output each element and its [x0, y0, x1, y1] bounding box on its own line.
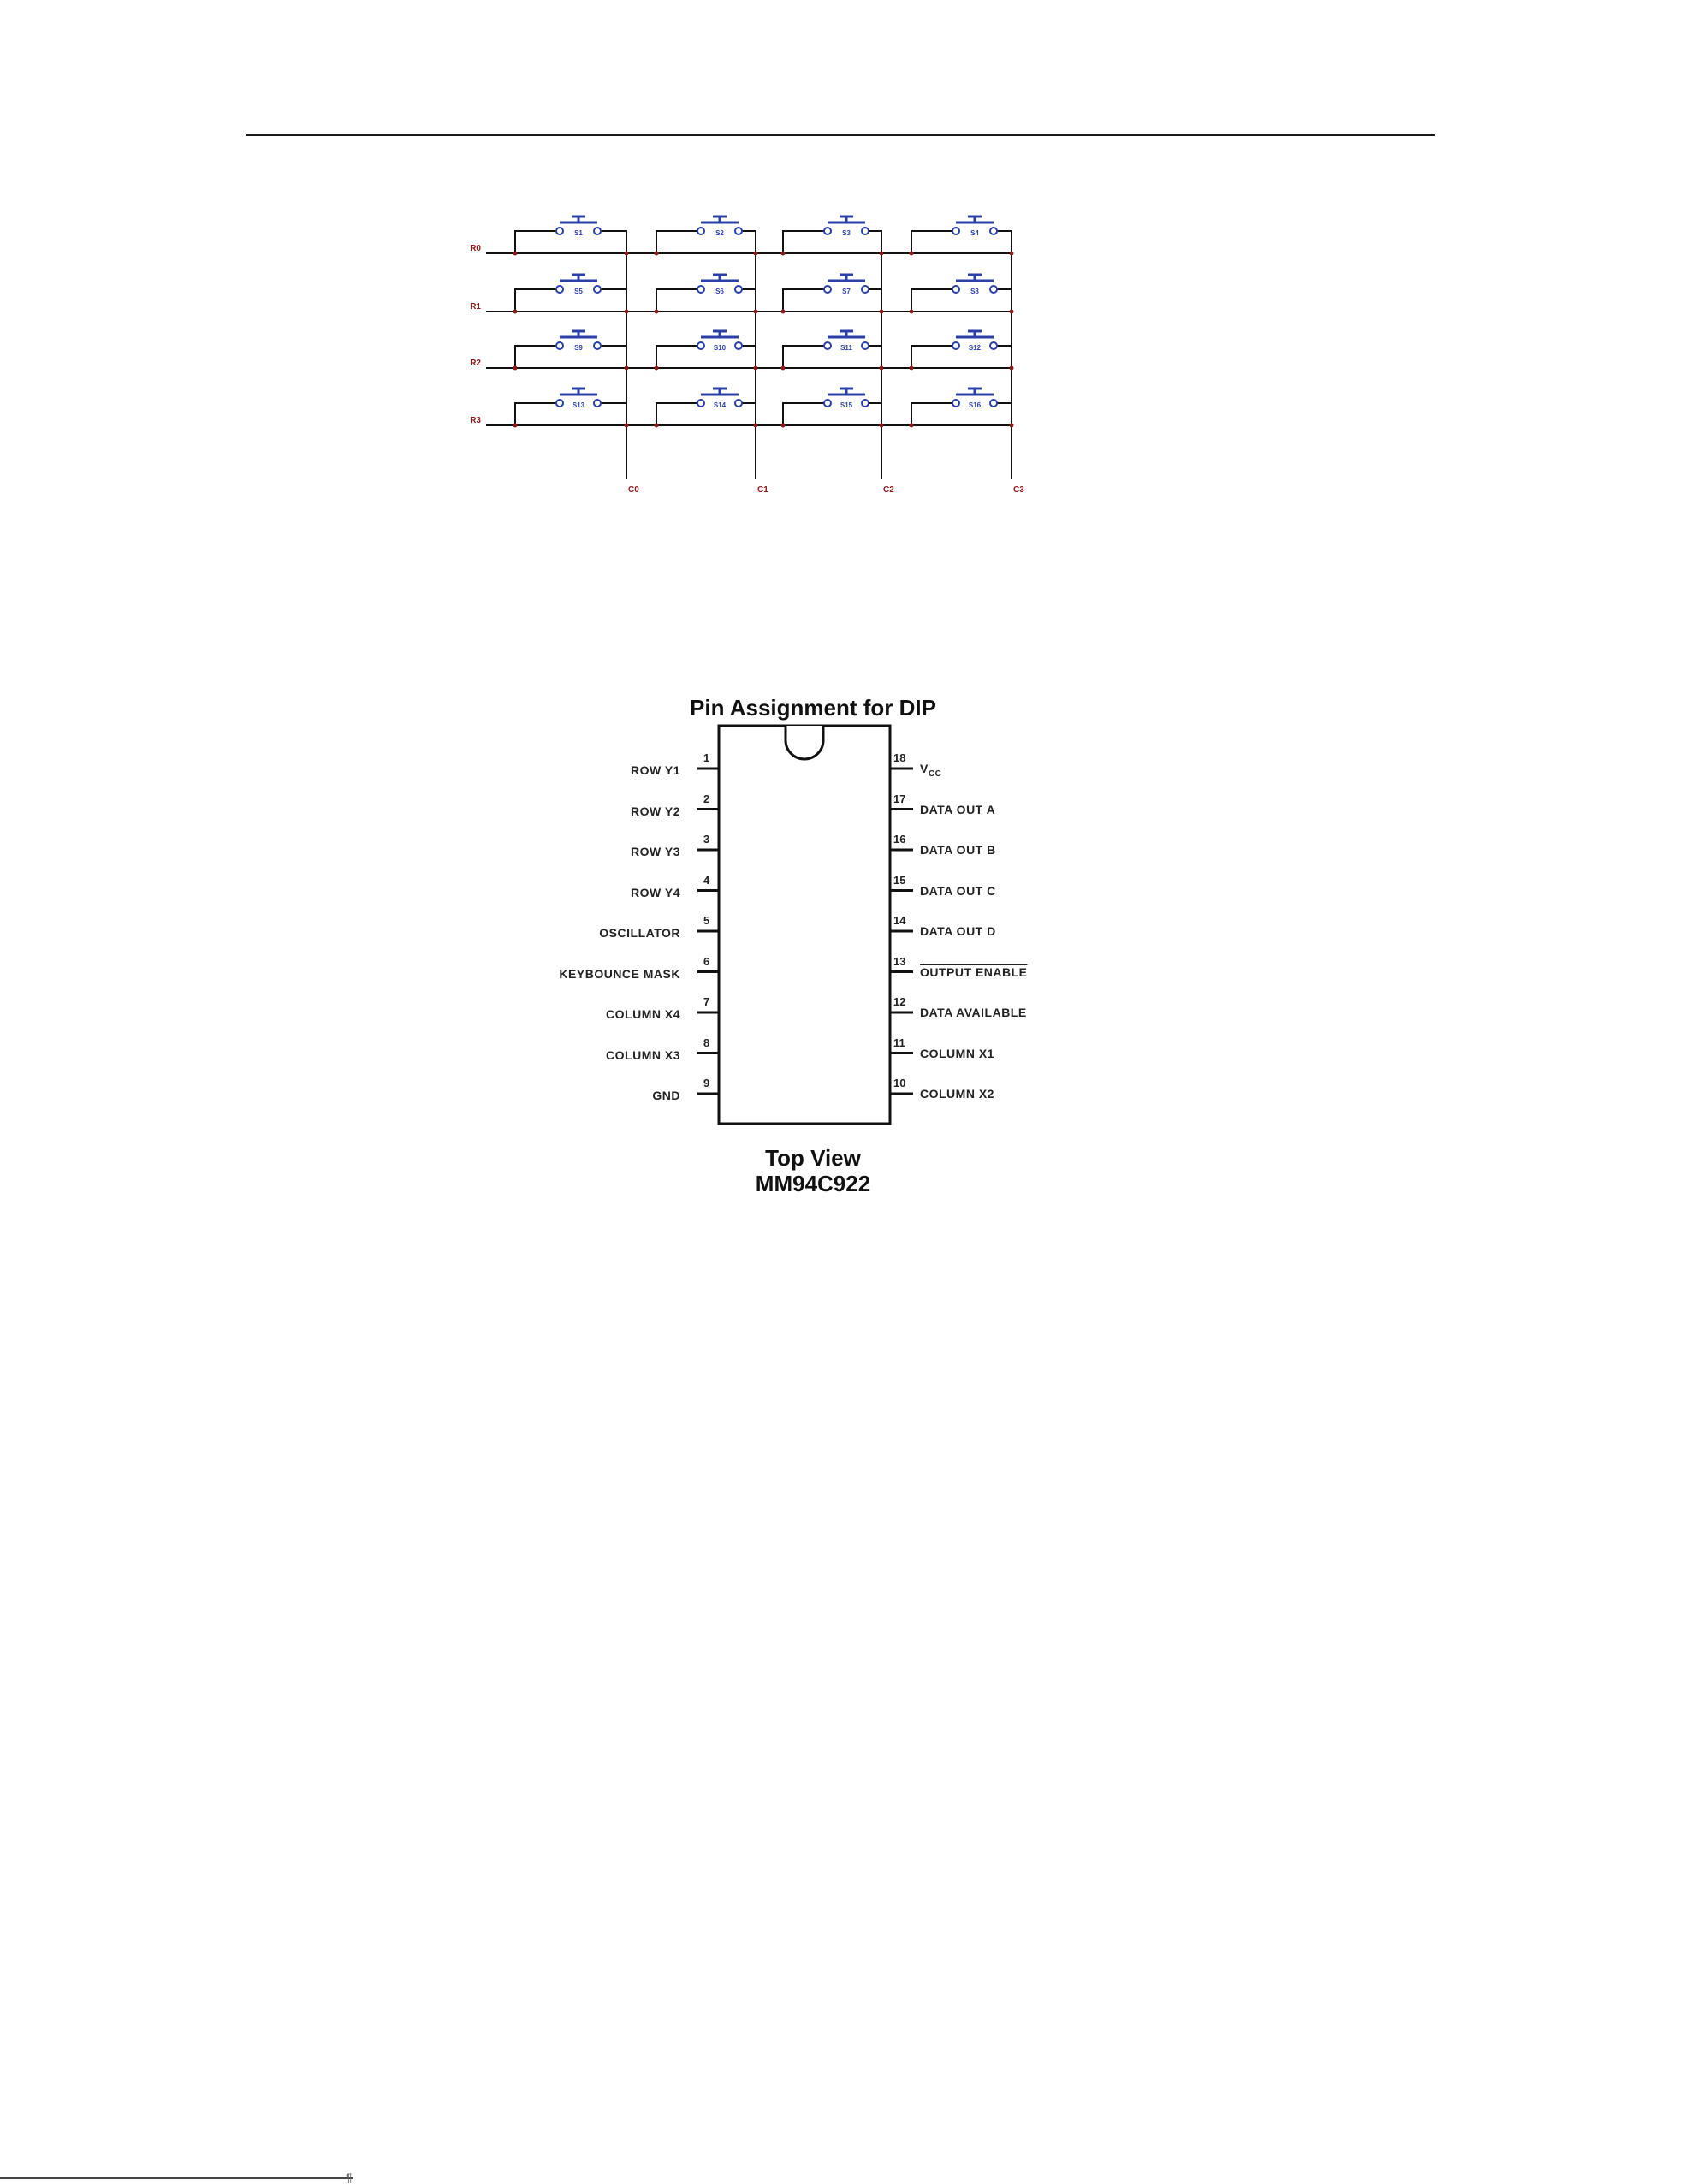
junction-dot [655, 424, 659, 428]
switch-lead-in [656, 346, 697, 368]
pin-label: $V_{CC}$ [920, 762, 942, 779]
pin-number: 15 [893, 873, 906, 887]
junction-dot [880, 366, 884, 371]
switch-lead-in [656, 231, 697, 253]
footnote-marker: ¶ [346, 2170, 353, 2184]
switch-contact [594, 228, 601, 234]
switch-contact [990, 228, 997, 234]
pin-label: DATA AVAILABLE [920, 1006, 1027, 1019]
switch-contact [990, 286, 997, 293]
switch-lead-in [911, 289, 952, 312]
pin-label: ROW Y3 [631, 845, 680, 858]
junction-dot [754, 424, 758, 428]
column-label: C2 [883, 485, 894, 495]
switch-lead-in [515, 231, 556, 253]
junction-dot [513, 366, 518, 371]
junction-dot [513, 310, 518, 314]
switch-contact [697, 228, 704, 234]
junction-dot [880, 310, 884, 314]
junction-dot [880, 252, 884, 256]
junction-dot [625, 424, 629, 428]
switch-contact [735, 342, 742, 349]
switch-contact [697, 286, 704, 293]
switch-contact [990, 342, 997, 349]
switch-contact [862, 228, 869, 234]
switch-label: S3 [842, 229, 851, 237]
pin-number: 10 [893, 1077, 906, 1089]
keypad-switch [910, 331, 1014, 371]
pin-number: 5 [703, 914, 710, 927]
switch-label: S4 [970, 229, 979, 237]
switch-lead-out [601, 289, 626, 312]
keypad-switch [910, 275, 1014, 314]
switch-label: S15 [840, 401, 853, 409]
switch-label: S2 [715, 229, 724, 237]
switch-contact [952, 400, 959, 407]
row-label: R1 [470, 302, 481, 312]
switch-label: S6 [715, 288, 724, 295]
switch-contact [594, 342, 601, 349]
switch-lead-out [869, 403, 881, 425]
switch-contact [824, 228, 831, 234]
switch-contact [556, 228, 563, 234]
switch-lead-out [742, 346, 756, 368]
junction-dot [880, 424, 884, 428]
pin-number: 11 [893, 1036, 905, 1049]
dip-body [719, 726, 890, 1124]
switch-label: S14 [713, 401, 727, 409]
switch-contact [556, 342, 563, 349]
pin-number: 16 [893, 833, 906, 846]
switch-contact [697, 342, 704, 349]
dip-pin-assignment-diagram [539, 685, 1087, 1224]
switch-label: S10 [713, 344, 727, 352]
dip-package-outline [539, 685, 1087, 1224]
junction-dot [754, 252, 758, 256]
junction-dot [1010, 366, 1014, 371]
keypad-switch [655, 275, 758, 314]
switch-lead-out [997, 289, 1012, 312]
junction-dot [781, 252, 786, 256]
switch-lead-in [515, 403, 556, 425]
switch-lead-in [911, 346, 952, 368]
switch-contact [952, 228, 959, 234]
switch-lead-in [783, 346, 824, 368]
switch-contact [594, 400, 601, 407]
junction-dot [625, 310, 629, 314]
switch-lead-in [783, 289, 824, 312]
switch-label: S9 [574, 344, 583, 352]
junction-dot [781, 424, 786, 428]
pin-number: 9 [703, 1077, 710, 1089]
switch-lead-in [783, 231, 824, 253]
switch-contact [735, 228, 742, 234]
junction-dot [1010, 424, 1014, 428]
switch-contact [697, 400, 704, 407]
junction-dot [655, 310, 659, 314]
switch-label: S11 [840, 344, 852, 352]
junction-dot [513, 424, 518, 428]
junction-dot [625, 366, 629, 371]
switch-contact [862, 286, 869, 293]
pin-number: 14 [893, 914, 906, 927]
junction-dot [1010, 252, 1014, 256]
pin-label: ROW Y2 [631, 804, 680, 818]
keypad-matrix-schematic [462, 197, 1078, 496]
column-label: C3 [1013, 485, 1024, 495]
switch-contact [556, 286, 563, 293]
switch-contact [556, 400, 563, 407]
pin-number: 7 [703, 995, 710, 1008]
row-label: R2 [470, 359, 481, 368]
switch-contact [735, 400, 742, 407]
switch-label: S7 [842, 288, 851, 295]
keypad-switch [781, 275, 884, 314]
pin-number: 8 [703, 1036, 710, 1049]
row-label: R0 [470, 244, 481, 253]
switch-label: S8 [970, 288, 979, 295]
switch-contact [862, 342, 869, 349]
keypad-switch [781, 389, 884, 428]
switch-label: S13 [572, 401, 585, 409]
keypad-switch [513, 389, 629, 428]
dip-title: Pin Assignment for DIP [690, 695, 936, 721]
switch-lead-out [869, 346, 881, 368]
pin-label: OSCILLATOR [599, 926, 680, 940]
switch-contact [824, 342, 831, 349]
part-number: MM94C922 [755, 1171, 871, 1196]
switch-lead-in [911, 231, 952, 253]
junction-dot [781, 366, 786, 371]
junction-dot [513, 252, 518, 256]
pin-label: ROW Y4 [631, 885, 680, 899]
pin-number: 12 [893, 995, 906, 1008]
pin-number: 4 [703, 873, 710, 887]
pin-label: GND [652, 1089, 680, 1102]
junction-dot [781, 310, 786, 314]
junction-dot [910, 366, 914, 371]
pin-number: 13 [893, 954, 906, 968]
junction-dot [625, 252, 629, 256]
switch-lead-out [869, 231, 881, 253]
switch-lead-in [783, 403, 824, 425]
pin-label: OUTPUT ENABLE [920, 964, 1028, 979]
keypad-switch [655, 331, 758, 371]
keypad-switch [655, 217, 758, 256]
column-label: C1 [757, 485, 768, 495]
switch-lead-out [997, 403, 1012, 425]
switch-contact [824, 286, 831, 293]
switch-contact [735, 286, 742, 293]
pin-label: DATA OUT C [920, 883, 996, 898]
pin-number: 17 [893, 792, 906, 805]
switch-contact [862, 400, 869, 407]
switch-lead-in [656, 289, 697, 312]
junction-dot [754, 310, 758, 314]
keypad-switch [655, 389, 758, 428]
switch-lead-out [601, 403, 626, 425]
pin-label: DATA OUT B [920, 843, 996, 857]
switch-label: S16 [968, 401, 982, 409]
switch-label: S1 [574, 229, 583, 237]
footer-rule [0, 2177, 353, 2179]
switch-lead-out [742, 231, 756, 253]
junction-dot [754, 366, 758, 371]
pin-number: 6 [703, 954, 710, 968]
switch-lead-out [601, 231, 626, 253]
header-rule [246, 134, 1435, 136]
switch-lead-out [869, 289, 881, 312]
junction-dot [655, 252, 659, 256]
junction-dot [910, 424, 914, 428]
switch-lead-in [911, 403, 952, 425]
junction-dot [910, 310, 914, 314]
switch-label: S5 [574, 288, 583, 295]
junction-dot [1010, 310, 1014, 314]
row-label: R3 [470, 416, 481, 425]
pin-label: ROW Y1 [631, 763, 680, 777]
keypad-switch [910, 217, 1014, 256]
switch-lead-out [997, 231, 1012, 253]
pin-number: 1 [703, 751, 710, 764]
junction-dot [910, 252, 914, 256]
pin-number: 3 [703, 833, 710, 846]
pin-label: KEYBOUNCE MASK [559, 966, 680, 981]
switch-lead-in [515, 346, 556, 368]
switch-contact [594, 286, 601, 293]
keypad-switch [781, 331, 884, 371]
keypad-switch [513, 331, 629, 371]
column-label: C0 [628, 485, 639, 495]
switch-contact [952, 342, 959, 349]
switch-lead-out [997, 346, 1012, 368]
switch-lead-in [656, 403, 697, 425]
keypad-switch [513, 275, 629, 314]
pin-number: 18 [893, 751, 906, 764]
switch-contact [824, 400, 831, 407]
dip-notch [786, 726, 823, 759]
switch-lead-out [742, 289, 756, 312]
keypad-switch [910, 389, 1014, 428]
switch-contact [952, 286, 959, 293]
pin-label: DATA OUT D [920, 924, 996, 938]
pin-label: COLUMN X1 [920, 1046, 994, 1060]
pin-label: COLUMN X3 [606, 1047, 680, 1062]
keypad-switch [513, 217, 629, 256]
pin-label: COLUMN X4 [606, 1007, 680, 1021]
pin-label: COLUMN X2 [920, 1087, 994, 1101]
switch-lead-out [742, 403, 756, 425]
switch-lead-out [601, 346, 626, 368]
view-label: Top View [765, 1145, 861, 1171]
pin-number: 2 [703, 792, 710, 805]
pin-label: DATA OUT A [920, 802, 996, 816]
switch-label: S12 [968, 344, 982, 352]
keypad-switch [781, 217, 884, 256]
junction-dot [655, 366, 659, 371]
switch-contact [990, 400, 997, 407]
switch-lead-in [515, 289, 556, 312]
